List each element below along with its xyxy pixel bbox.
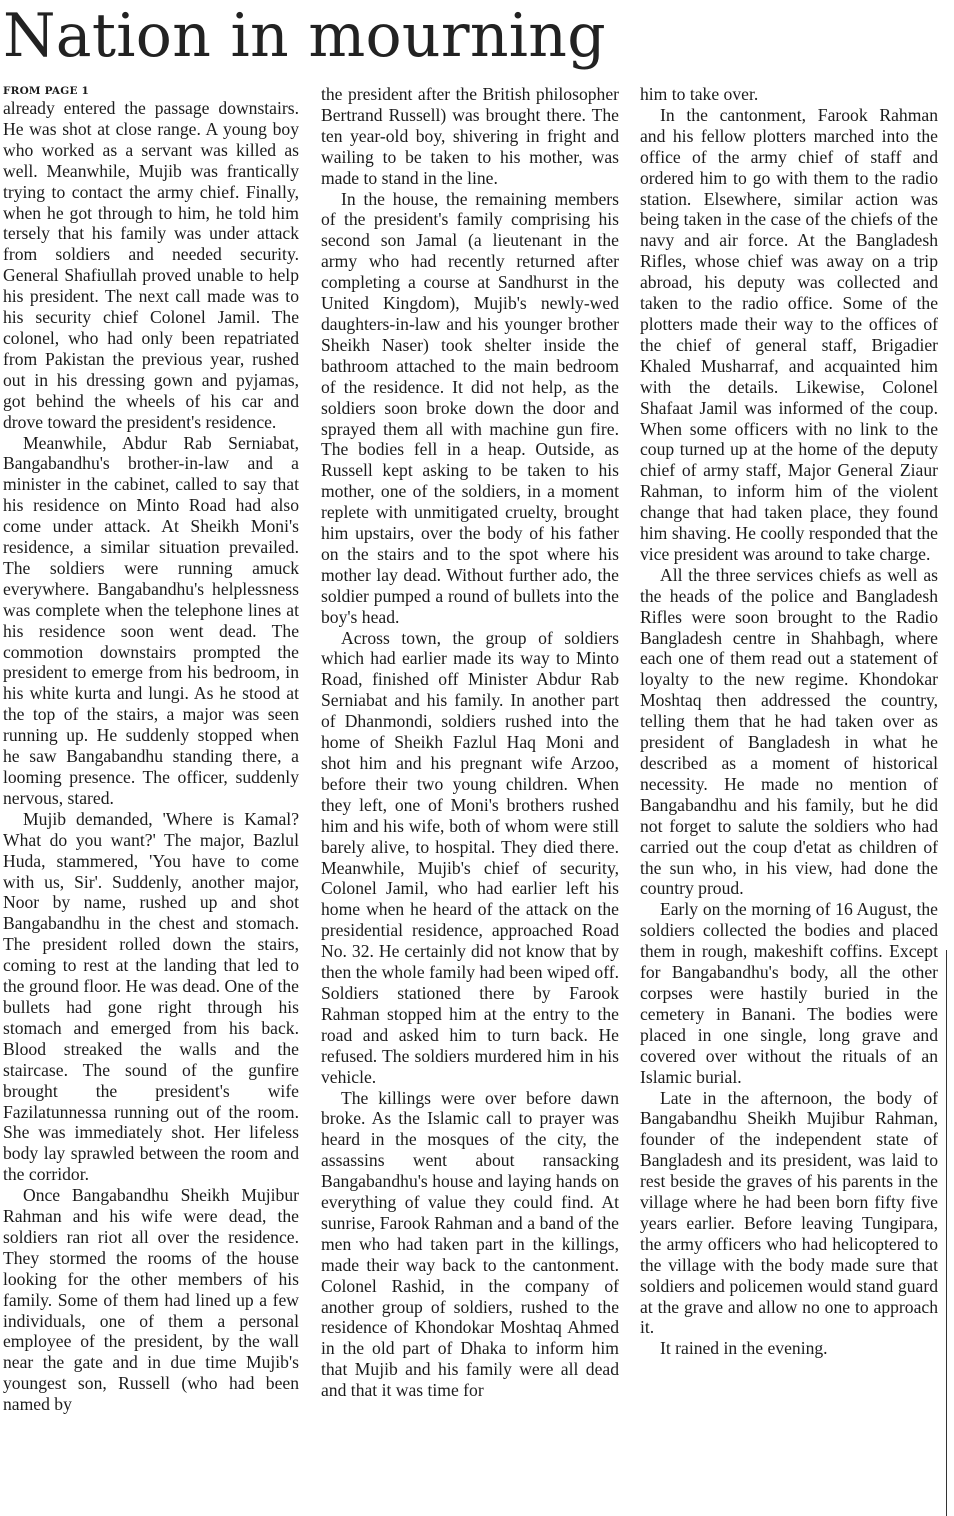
article-column-2 [321, 84, 619, 1401]
paragraph: Early on the morning of 16 August, the soldiers collected the bodies and placed them in rough, makeshift coffins. Except for Bangabandhu's body, all the other corpses were hastily buried in the cemetery in Banani. The bodies were placed in one single, long grave and covered over without the rituals of an Islamic burial. [640, 899, 938, 1087]
paragraph: In the house, the remaining members of the president's family comprising his second son Jamal (a lieutenant in the army who had recently returned after completing a course at Sandhurst in the United Kingdom), Mujib's newly-wed daughters-in-law and his younger brother Sheikh Naser) took shelter inside the bathroom attached to the main bedroom of the residence. It did not help, as the soldiers soon broke down the door and sprayed them all with machine gun fire. The bodies fell in a heap. Outside, as Russell kept asking to be taken to his mother, one of the soldiers, in a moment replete with unmitigated cruelty, brought him upstairs, over the body of his father on the stairs and to the spot where his mother lay dead. Without further ado, the soldier pumped a round of bullets into the boy's head. [321, 188, 619, 627]
paragraph: Once Bangabandhu Sheikh Mujibur Rahman and his wife were dead, the soldiers ran riot all over the residence. They stormed the rooms of the house looking for the other members of his family. Some of them had lined up a few individuals, one of them a personal employee of the president, by the wall near the gate and in due time Mujib's youngest son, Russell (who had been named by [3, 1185, 299, 1415]
headline: Nation in mourning [3, 1, 606, 71]
paragraph: Late in the afternoon, the body of Bangabandhu Sheikh Mujibur Rahman, founder of the independent state of Bangladesh and its president, was laid to rest beside the graves of his parents in the village where he had been born fifty five years earlier. Before leaving Tungipara, the army officers who had helicoptered to the village with the body made sure that soldiers and policemen would stand guard at the grave and allow no one to approach it. [640, 1087, 938, 1338]
paragraph: Meanwhile, Abdur Rab Serniabat, Bangabandhu's brother-in-law and a minister in the cabinet, called to say that his residence on Minto Road had also come under attack. At Sheikh Moni's residence, a similar situation prevailed. The soldiers were running amuck everywhere. Bangabandhu's helplessness was complete when the telephone lines at his residence soon went dead. The commotion downstairs prompted the president to emerge from his bedroom, in his white kurta and lungi. As he stood at the top of the stairs, a major was seen running up. He suddenly stopped when he saw Bangabandhu standing there, a looming presence. The officer, suddenly nervous, stared. [3, 432, 299, 808]
paragraph: All the three services chiefs as well as the heads of the police and Bangladesh Rifles were soon brought to the Radio Bangladesh centre in Shahbagh, where each one of them read out a statement of loyalty to the new regime. Khondokar Moshtaq then addressed the country, telling them that he had taken over as president of Bangladesh in what he described as a moment of historical necessity. He made no mention of Bangabandhu and his family, but he did not forget to salute the soldiers who had carried out the coup d'etat as children of the sun who, in his view, had done the country proud. [640, 564, 938, 899]
paragraph: In the cantonment, Farook Rahman and his fellow plotters marched into the office of the army chief of staff and ordered him to go with them to the radio station. Elsewhere, similar action was being taken in the case of the chiefs of the navy and air force. At the Bangladesh Rifles, whose chief was away on a trip abroad, his deputy was collected and taken to the radio office. Some of the plotters made their way to the offices of the chief of general staff, Brigadier Khaled Musharraf, and acquainted him with the details. Likewise, Colonel Shafaat Jamil was informed of the coup. When some officers with no link to the coup turned up at the home of the deputy chief of army staff, Major General Ziaur Rahman, to inform him of the violent change that had taken place, they found him shaving. He coolly responded that the vice president was around to take charge. [640, 104, 938, 564]
column-rule [946, 950, 947, 1516]
paragraph: him to take over. [640, 84, 759, 104]
article-column-1 [3, 84, 299, 1415]
article-column-3 [640, 84, 938, 1359]
paragraph: Mujib demanded, 'Where is Kamal? What do you want?' The major, Bazlul Huda, stammered, 'You have to come with us, Sir'. Suddenly, another major, Noor by name, rushed up and shot Bangabandhu in the chest and stomach. The president rolled down the stairs, coming to rest at the landing that led to the ground floor. He was dead. One of the bullets had gone right through his stomach and emerged from his back. Blood streaked the walls and the staircase. The sound of the gunfire brought the president's wife Fazilatunnessa running out of the room. She was immediately shot. Her lifeless body lay sprawled between the room and the corridor. [3, 808, 299, 1185]
continued-from-label: FROM PAGE 1 [3, 85, 90, 97]
paragraph: already entered the passage downstairs. He was shot at close range. A young boy who worked as a servant was killed as well. Meanwhile, Mujib was frantically trying to contact the army chief. Finally, when he got through to him, he told him tersely that his family was under attack from soldiers and needed security. General Shafiullah proved unable to help his president. The next call made was to his security chief Colonel Jamil. The colonel, who had only been repatriated from Pakistan the previous year, rushed out in his dressing gown and pyjamas, got behind the wheels of his car and drove toward the president's residence. [3, 98, 299, 432]
paragraph: the president after the British philosopher Bertrand Russell) was brought there. The ten year-old boy, shivering in fright and wailing to be taken to his mother, was made to stand in the line. [321, 84, 619, 188]
paragraph: Across town, the group of soldiers which had earlier made its way to Minto Road, finished off Minister Abdur Rab Serniabat and his family. In another part of Dhanmondi, soldiers rushed into the home of Sheikh Fazlul Haq Moni and shot him and his pregnant wife Arzoo, before their two young children. When they left, one of Moni's brothers rushed him and his wife, both of whom were still barely alive, to hospital. They died there. Meanwhile, Mujib's chief of security, Colonel Jamil, who had earlier left his home when he heard of the attack on the presidential residence, approached Road No. 32. He certainly did not know that by then the whole family had been wiped off. Soldiers stationed there by Farook Rahman stopped him at the entry to the road and asked him to turn back. He refused. The soldiers murdered him in his vehicle. [321, 627, 619, 1087]
paragraph: It rained in the evening. [660, 1338, 828, 1359]
paragraph: The killings were over before dawn broke. As the Islamic call to prayer was heard in the mosques of the city, the assassins went about ransacking Bangabandhu's house and laying hands on everything of value they could find. At sunrise, Farook Rahman and a band of the men who had taken part in the killings, made their way back to the cantonment. Colonel Rashid, in the company of another group of soldiers, rushed to the residence of Khondokar Moshtaq Ahmed in the old part of Dhaka to inform him that Mujib and his family were all dead and that it was time for [321, 1087, 619, 1401]
